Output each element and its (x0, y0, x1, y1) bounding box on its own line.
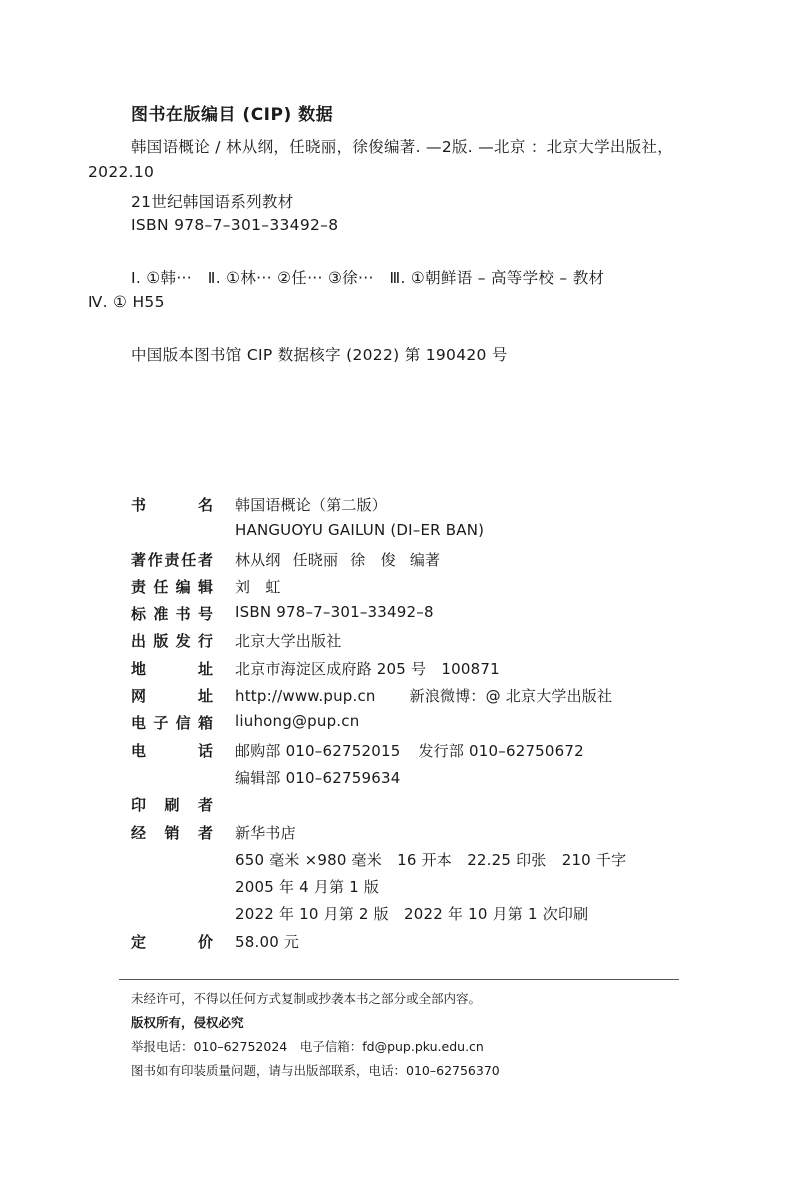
info-row-price (131, 931, 691, 958)
cip-record-line: 韩国语概论 / 林从纲，任晓丽，徐俊编著. —2版. —北京 ：北京大学出版社， (131, 138, 674, 156)
info-row-phone (131, 740, 691, 767)
book-info-table (131, 494, 691, 958)
weibo-handle: 新浪微博：@ 北京大学出版社 (409, 687, 613, 706)
copyright-notice: 未经许可，不得以任何方式复制或抄袭本书之部分或全部内容。 (131, 991, 482, 1006)
cip-classification-continued: Ⅳ. ① H55 (88, 293, 165, 311)
info-row-current-edition (131, 903, 691, 930)
info-row-editor (131, 576, 691, 603)
isbn-value: ISBN 978–7–301–33492–8 (235, 603, 434, 622)
info-label-price: 定 价 (131, 932, 213, 951)
info-label-title: 书 名 (131, 496, 213, 514)
info-row-printer (131, 794, 691, 821)
publisher-value: 北京大学出版社 (235, 632, 342, 651)
info-row-distributor (131, 822, 691, 849)
phone-mail-order: 邮购部 010–62752015 (235, 741, 401, 760)
website-url: http://www.pup.cn (235, 687, 376, 706)
editor-value: 刘 虹 (235, 577, 281, 596)
info-row-address (131, 658, 691, 685)
distributor-value: 新华书店 (235, 823, 296, 842)
cip-isbn: ISBN 978–7–301–33492–8 (131, 216, 339, 234)
info-label-authors: 著 作 责 任 者 (131, 550, 213, 569)
book-title-pinyin: HANGUOYU GAILUN (DI–ER BAN) (235, 521, 485, 540)
cip-number: 中国版本图书馆 CIP 数据核字 (2022) 第 190420 号 (131, 346, 508, 364)
footer-divider (119, 979, 679, 980)
cip-classification: Ⅰ. ①韩··· Ⅱ. ①林··· ②任··· ③徐··· Ⅲ. ①朝鲜语 – 高等学校 – 教材 (131, 269, 605, 287)
info-label-website: 网 址 (131, 687, 213, 706)
info-label-address: 地 址 (131, 659, 213, 678)
info-row-email (131, 712, 691, 739)
info-row-first-edition (131, 876, 691, 903)
cip-heading: 图书在版编目 (CIP) 数据 (131, 105, 334, 125)
phone-editorial: 编辑部 010–62759634 (235, 768, 401, 787)
book-title: 韩国语概论（第二版） (235, 496, 388, 514)
info-row-format (131, 849, 691, 876)
quality-contact: 图书如有印装质量问题，请与出版部联系，电话：010–62756370 (131, 1063, 500, 1078)
info-row-authors (131, 549, 691, 576)
phone-distribution: 发行部 010–62750672 (418, 741, 584, 760)
info-label-publisher: 出 版 发 行 (131, 632, 213, 651)
authors-value (235, 549, 440, 570)
report-contact: 举报电话：010–62752024 电子信箱：fd@pup.pku.edu.cn (131, 1039, 484, 1054)
info-label-distributor: 经 销 者 (131, 823, 213, 842)
info-label-isbn: 标 准 书 号 (131, 605, 213, 624)
info-row-title-pinyin (131, 521, 691, 548)
author-name: 任晓丽 (292, 550, 339, 569)
cip-series: 21世纪韩国语系列教材 (131, 193, 294, 211)
author-name: 林从纲 (235, 550, 281, 569)
info-row-website (131, 685, 691, 712)
format-value: 650 毫米 ×980 毫米 16 开本 22.25 印张 210 千字 (235, 850, 627, 869)
first-edition-value: 2005 年 4 月第 1 版 (235, 878, 380, 897)
phone-value (235, 740, 584, 761)
info-row-isbn (131, 603, 691, 630)
author-role: 编著 (409, 550, 441, 569)
website-value (235, 685, 612, 706)
info-label-email: 电 子 信 箱 (131, 714, 213, 733)
info-row-phone-editorial (131, 767, 691, 794)
email-value: liuhong@pup.cn (235, 712, 360, 731)
info-label-phone: 电 话 (131, 741, 213, 760)
info-row-publisher (131, 630, 691, 657)
price-value: 58.00 元 (235, 932, 300, 951)
rights-reserved: 版权所有，侵权必究 (131, 1015, 244, 1030)
info-label-editor: 责 任 编 辑 (131, 577, 213, 596)
info-row-title (131, 494, 691, 521)
info-label-printer: 印 刷 者 (131, 796, 213, 815)
cip-record-line-continued: 2022.10 (88, 163, 155, 181)
address-value: 北京市海淀区成府路 205 号 100871 (235, 659, 500, 678)
author-name: 徐 俊 (350, 550, 396, 569)
current-edition-value: 2022 年 10 月第 2 版 2022 年 10 月第 1 次印刷 (235, 905, 589, 924)
